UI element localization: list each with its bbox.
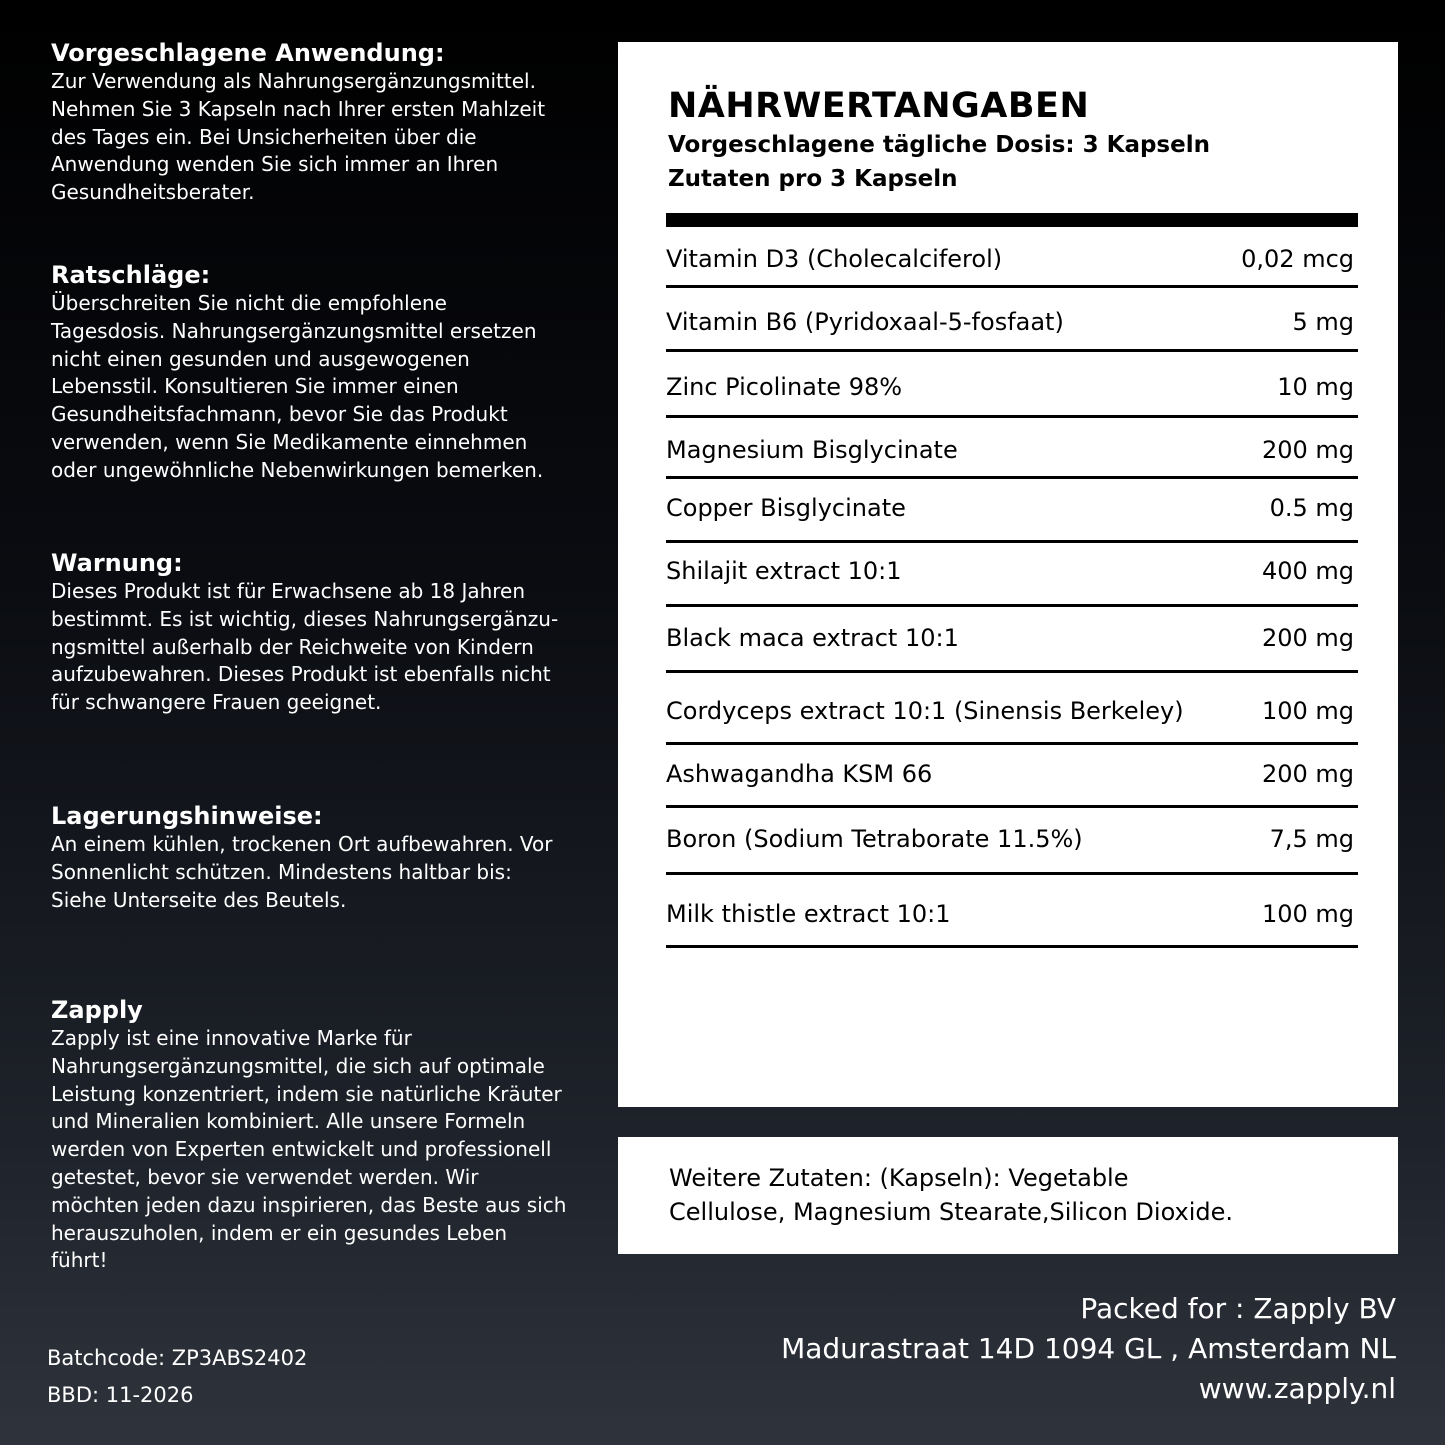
text-line: aufzubewahren. Dieses Produkt ist ebenfalls nicht	[51, 662, 551, 687]
section-warning	[51, 548, 571, 717]
text-line: Sonnenlicht schützen. Mindestens haltbar bis:	[51, 859, 512, 884]
other-ingredients-text	[669, 1161, 1233, 1229]
text-line: Gesundheitsfachmann, bevor Sie das Produkt	[51, 402, 508, 427]
ingredient-name: Vitamin B6 (Pyridoxaal-5-fosfaat)	[666, 308, 1064, 336]
text-line: Zapply ist eine innovative Marke für	[51, 1026, 412, 1050]
text-line: Leistung konzentriert, indem sie natürliche Kräuter	[51, 1081, 562, 1106]
text-line: An einem kühlen, trockenen Ort aufbewahren. Vor	[51, 832, 553, 856]
text-line: verwenden, wenn Sie Medikamente einnehmen	[51, 429, 528, 454]
ingredient-amount: 400 mg	[1261, 557, 1354, 585]
ingredient-name: Copper Bisglycinate	[666, 494, 906, 522]
section-title: Warnung:	[51, 549, 183, 577]
website-link[interactable]: www.zapply.nl	[1198, 1372, 1396, 1405]
ingredient-amount: 5 mg	[1292, 308, 1354, 336]
section-title: Ratschläge:	[51, 261, 211, 289]
text-line: und Mineralien kombiniert. Alle unsere Formeln	[51, 1109, 526, 1134]
packer-address: Madurastraat 14D 1094 GL , Amsterdam NL	[781, 1332, 1396, 1365]
batchcode: Batchcode: ZP3ABS2402	[47, 1346, 308, 1370]
ingredient-amount: 200 mg	[1261, 624, 1354, 652]
packer-info	[781, 1289, 1396, 1409]
ingredient-name: Magnesium Bisglycinate	[666, 436, 958, 464]
best-before-date: BBD: 11-2026	[47, 1383, 194, 1407]
section-title: Lagerungshinweise:	[51, 802, 323, 830]
text-line: getestet, bevor sie verwendet werden. Wir	[51, 1164, 479, 1189]
section-title: Zapply	[51, 996, 143, 1024]
ingredient-name: Vitamin D3 (Cholecalciferol)	[666, 245, 1003, 273]
section-brand	[51, 995, 571, 1275]
text-line: führt!	[51, 1248, 108, 1273]
text-line: des Tages ein. Bei Unsicherheiten über die	[51, 124, 477, 149]
text-line: Dieses Produkt ist für Erwachsene ab 18 Jahren	[51, 579, 526, 603]
table-row	[666, 875, 1358, 948]
text-line: Weitere Zutaten: (Kapseln): Vegetable	[669, 1164, 1129, 1192]
section-advice	[51, 260, 571, 485]
text-line: Siehe Unterseite des Beutels.	[51, 887, 347, 912]
table-row	[666, 673, 1358, 745]
ingredient-amount: 7,5 mg	[1269, 825, 1354, 853]
ingredient-amount: 100 mg	[1261, 697, 1354, 725]
text-line: werden von Experten entwickelt und professionell	[51, 1137, 552, 1162]
text-line: Nehmen Sie 3 Kapseln nach Ihrer ersten Mahlzeit	[51, 96, 546, 121]
ingredient-name: Cordyceps extract 10:1 (Sinensis Berkeley)	[666, 697, 1184, 725]
table-row	[666, 543, 1358, 607]
ingredient-amount: 0,02 mcg	[1241, 245, 1354, 273]
section-storage	[51, 801, 571, 914]
ingredient-amount: 200 mg	[1261, 760, 1354, 788]
ingredient-name: Black maca extract 10:1	[666, 624, 959, 652]
daily-dose: Vorgeschlagene tägliche Dosis: 3 Kapseln	[668, 132, 1210, 158]
per-serving: Zutaten pro 3 Kapseln	[668, 166, 958, 192]
table-row	[666, 227, 1358, 288]
text-line: Anwendung wenden Sie sich immer an Ihren	[51, 152, 499, 177]
table-row	[666, 418, 1358, 479]
ingredient-amount: 200 mg	[1261, 436, 1354, 464]
text-line: für schwangere Frauen geeignet.	[51, 690, 382, 715]
ingredient-name: Zinc Picolinate 98%	[666, 373, 903, 401]
ingredient-amount: 10 mg	[1277, 373, 1354, 401]
other-ingredients-panel	[618, 1137, 1398, 1254]
table-row	[666, 288, 1358, 352]
header-rule	[666, 213, 1358, 227]
text-line: Cellulose, Magnesium Stearate,Silicon Dioxide.	[669, 1198, 1234, 1226]
section-body	[51, 831, 571, 914]
ingredient-name: Boron (Sodium Tetraborate 11.5%)	[666, 825, 1083, 853]
ingredient-name: Milk thistle extract 10:1	[666, 900, 951, 928]
table-row	[666, 607, 1358, 673]
text-line: Gesundheitsberater.	[51, 180, 255, 205]
ingredient-amount: 0.5 mg	[1269, 494, 1354, 522]
text-line: ngsmittel außerhalb der Reichweite von Kindern	[51, 634, 534, 659]
table-row	[666, 808, 1358, 875]
text-line: Nahrungsergänzungsmittel, die sich auf optimale	[51, 1053, 545, 1078]
ingredient-amount: 100 mg	[1261, 900, 1354, 928]
table-row	[666, 745, 1358, 808]
section-body	[51, 290, 571, 485]
nutrition-panel	[618, 42, 1398, 1107]
nutrition-table	[666, 227, 1358, 948]
ingredient-name: Shilajit extract 10:1	[666, 557, 902, 585]
text-line: nicht einen gesunden und ausgewogenen	[51, 346, 470, 371]
section-body	[51, 68, 571, 207]
nutrition-title: NÄHRWERTANGABEN	[668, 86, 1090, 126]
section-body	[51, 1025, 571, 1275]
table-row	[666, 352, 1358, 418]
text-line: möchten jeden dazu inspirieren, das Beste aus sich	[51, 1192, 567, 1217]
text-line: Lebensstil. Konsultieren Sie immer einen	[51, 374, 459, 399]
text-line: bestimmt. Es ist wichtig, dieses Nahrungsergänzu-	[51, 606, 559, 631]
text-line: Tagesdosis. Nahrungsergänzungsmittel ersetzen	[51, 318, 537, 343]
text-line: Überschreiten Sie nicht die empfohlene	[51, 291, 447, 315]
section-usage	[51, 38, 571, 207]
text-line: Zur Verwendung als Nahrungsergänzungsmittel.	[51, 69, 536, 93]
ingredient-name: Ashwagandha KSM 66	[666, 760, 933, 788]
text-line: oder ungewöhnliche Nebenwirkungen bemerken.	[51, 457, 544, 482]
text-line: herauszuholen, indem er ein gesundes Leben	[51, 1220, 508, 1245]
section-title: Vorgeschlagene Anwendung:	[51, 39, 445, 67]
table-row	[666, 479, 1358, 543]
packer-name: Packed for : Zapply BV	[1080, 1292, 1396, 1325]
section-body	[51, 578, 571, 717]
